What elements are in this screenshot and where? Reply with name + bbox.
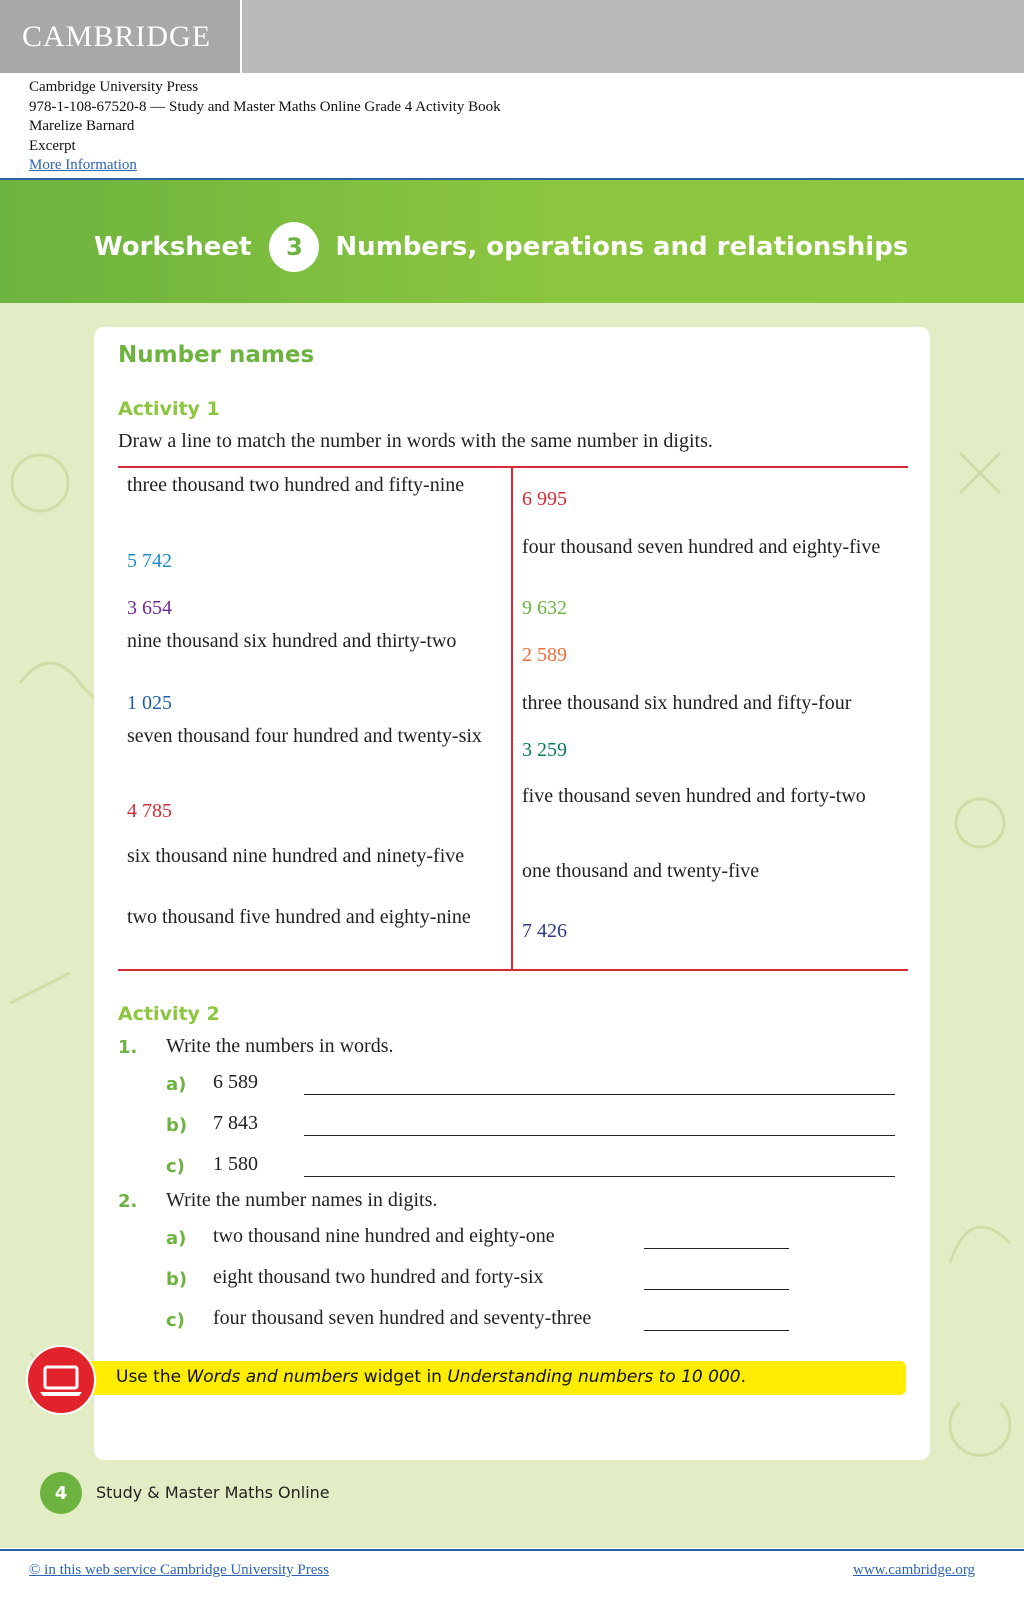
more-information-link[interactable]: More Information [29, 157, 137, 173]
right-item: 7 426 [522, 920, 567, 942]
item-value: 6 589 [213, 1071, 258, 1093]
right-item: 3 259 [522, 739, 567, 761]
item-label: b) [166, 1115, 188, 1136]
top-bar [0, 0, 1024, 73]
right-item: 2 589 [522, 644, 567, 666]
website-link[interactable]: www.cambridge.org [853, 1562, 976, 1578]
item-value: eight thousand two hundred and forty-six [213, 1266, 544, 1288]
table-divider [511, 468, 513, 969]
question-text: Write the number names in digits. [166, 1189, 438, 1211]
worksheet-title: Numbers, operations and relationships [335, 232, 909, 262]
item-label: b) [166, 1269, 188, 1290]
left-item: seven thousand four hundred and twenty-six [127, 725, 482, 747]
item-label: c) [166, 1310, 185, 1331]
footer-divider [0, 1549, 1024, 1551]
question-text: Write the numbers in words. [166, 1035, 394, 1057]
widget-suffix: . [740, 1367, 746, 1387]
item-value: four thousand seven hundred and seventy-three [213, 1307, 592, 1329]
widget-prefix: Use the [116, 1367, 187, 1387]
left-item: 3 654 [127, 597, 172, 619]
answer-line[interactable] [644, 1289, 789, 1290]
item-value: two thousand nine hundred and eighty-one [213, 1225, 555, 1247]
worksheet-label: Worksheet [94, 232, 252, 262]
section-title: Number names [118, 342, 315, 368]
answer-line[interactable] [644, 1248, 789, 1249]
question-number: 1. [118, 1037, 138, 1058]
left-item: 4 785 [127, 800, 172, 822]
matching-table [118, 466, 908, 971]
right-item: four thousand seven hundred and eighty-five [522, 536, 881, 558]
item-value: 1 580 [213, 1153, 258, 1175]
activity-1-heading: Activity 1 [118, 398, 220, 420]
left-item: 5 742 [127, 550, 172, 572]
left-item: three thousand two hundred and fifty-nine [127, 474, 465, 496]
item-label: c) [166, 1156, 185, 1177]
right-item: 6 995 [522, 488, 567, 510]
isbn-title: 978-1-108-67520-8 — Study and Master Maths Online Grade 4 Activity Book [29, 98, 501, 115]
worksheet-banner [0, 180, 1024, 303]
laptop-icon[interactable] [26, 1345, 96, 1415]
widget-name[interactable]: Words and numbers [186, 1367, 359, 1387]
item-value: 7 843 [213, 1112, 258, 1134]
widget-location[interactable]: Understanding numbers to 10 000 [447, 1367, 741, 1387]
item-label: a) [166, 1228, 187, 1249]
right-item: one thousand and twenty-five [522, 860, 760, 882]
widget-middle: widget in [358, 1367, 448, 1387]
worksheet-number-badge: 3 [269, 222, 319, 272]
widget-callout [84, 1361, 906, 1395]
logo-box [0, 0, 242, 73]
answer-line[interactable] [644, 1330, 789, 1331]
answer-line[interactable] [304, 1135, 895, 1136]
left-item: nine thousand six hundred and thirty-two [127, 630, 457, 652]
left-item: 1 025 [127, 692, 172, 714]
answer-line[interactable] [304, 1176, 895, 1177]
copyright-link[interactable]: © in this web service Cambridge University Press [29, 1562, 330, 1578]
answer-line[interactable] [304, 1094, 895, 1095]
item-label: a) [166, 1074, 187, 1095]
cambridge-logo[interactable]: CAMBRIDGE [22, 20, 212, 53]
activity-2-heading: Activity 2 [118, 1003, 220, 1025]
author: Marelize Barnard [29, 118, 135, 134]
left-item: two thousand five hundred and eighty-nine [127, 906, 471, 928]
excerpt-label: Excerpt [29, 137, 76, 154]
publisher: Cambridge University Press [29, 79, 199, 95]
book-title: Study & Master Maths Online [96, 1483, 330, 1502]
left-item: six thousand nine hundred and ninety-five [127, 845, 465, 867]
right-item: 9 632 [522, 597, 567, 619]
question-number: 2. [118, 1191, 138, 1212]
right-item: three thousand six hundred and fifty-four [522, 692, 852, 714]
book-metadata [29, 78, 501, 176]
page-number: 4 [40, 1472, 82, 1514]
activity-1-instruction: Draw a line to match the number in words with the same number in digits. [118, 430, 713, 452]
right-item: five thousand seven hundred and forty-two [522, 785, 866, 807]
